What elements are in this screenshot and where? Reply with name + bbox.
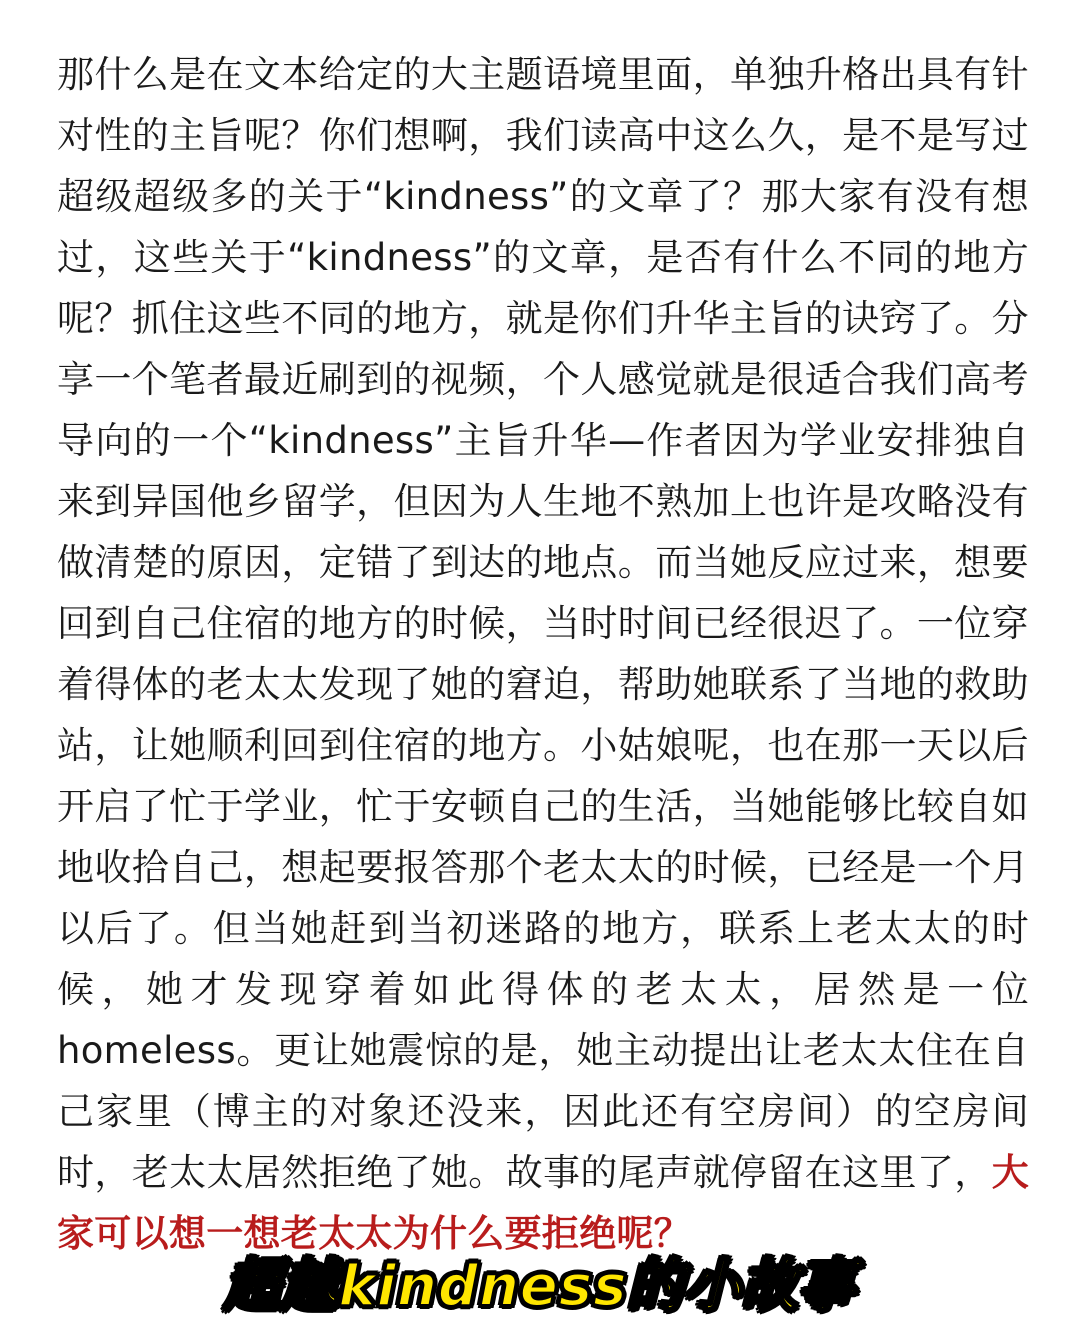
article-body: [57, 44, 1029, 1264]
article-highlight-question: 大家可以想一想老太太为什么要拒绝呢？: [57, 1151, 1029, 1255]
overlay-caption-title: 超越kindness的小故事: [224, 1254, 856, 1319]
article-main-text: 那什么是在文本给定的大主题语境里面，单独升格出具有针对性的主旨呢？你们想啊，我们读高中这么久，是不是写过超级超级多的关于“kindness”的文章了？那大家有没有想过，这些关于“kindness”的文章，是否有什么不同的地方呢？抓住这些不同的地方，就是你们升华主旨的诀窍了。分享一个笔者最近刷到的视频，个人感觉就是很适合我们高考导向的一个“kindness”主旨升华—作者因为学业安排独自来到异国他乡留学，但因为人生地不熟加上也许是攻略没有做清楚的原因，定错了到达的地点。而当她反应过来，想要回到自己住宿的地方的时候，当时时间已经很迟了。一位穿着得体的老太太发现了她的窘迫，帮助她联系了当地的救助站，让她顺利回到住宿的地方。小姑娘呢，也在那一天以后开启了忙于学业，忙于安顿自己的生活，当她能够比较自如地收拾自己，想起要报答那个老太太的时候，已经是一个月以后了。但当她赶到当初迷路的地方，联系上老太太的时候，她才发现穿着如此得体的老太太，居然是一位homeless。更让她震惊的是，她主动提出让老太太住在自己家里（博主的对象还没来，因此还有空房间）的空房间时，老太太居然拒绝了她。故事的尾声就停留在这里了，: [57, 53, 1029, 1194]
